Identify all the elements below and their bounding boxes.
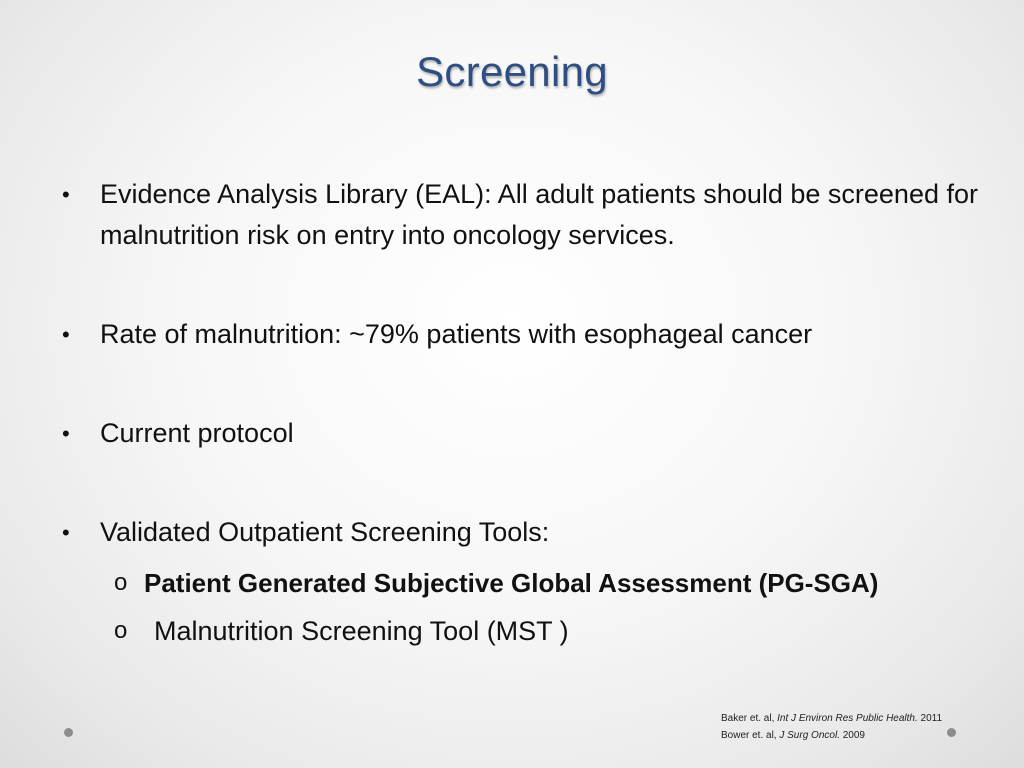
reference-line [721, 710, 942, 727]
reference-line [721, 727, 942, 744]
sub-bullet-item [62, 559, 982, 607]
sub-bullet-marker: o [114, 617, 128, 644]
bottom-right-dot [947, 728, 956, 737]
reference-journal: J Surg Oncol. [779, 730, 840, 741]
bullet-marker: • [62, 182, 70, 207]
sub-bullet-text: Patient Generated Subjective Global Assessment (PG-SGA) [144, 568, 879, 598]
bullet-marker: • [62, 520, 70, 545]
slide-title: Screening [416, 48, 608, 95]
reference-author: Baker et. al, [721, 713, 778, 724]
bullet-text: Evidence Analysis Library (EAL): All adult patients should be screened for malnutrition risk on entry into oncology services. [100, 179, 978, 250]
bullet-item [62, 413, 982, 454]
bullet-marker: • [62, 322, 70, 347]
reference-author: Bower et. al, [721, 730, 780, 741]
bullet-item [62, 314, 982, 355]
bullet-list [62, 174, 982, 655]
references [721, 710, 942, 744]
reference-year: 2011 [917, 713, 943, 724]
bottom-left-dot [64, 728, 73, 737]
sub-bullet-text: Malnutrition Screening Tool (MST ) [154, 616, 569, 646]
reference-journal: Int J Environ Res Public Health. [777, 713, 918, 724]
bullet-text: Rate of malnutrition: ~79% patients with esophageal cancer [100, 319, 813, 349]
bullet-text: Validated Outpatient Screening Tools: [100, 517, 550, 547]
bullet-marker: • [62, 421, 70, 446]
reference-year: 2009 [839, 730, 865, 741]
sub-bullet-marker: o [114, 569, 128, 596]
sub-bullet-item [62, 607, 982, 655]
bullet-item [62, 174, 982, 256]
bullet-text: Current protocol [100, 418, 294, 448]
bullet-item [62, 512, 982, 553]
